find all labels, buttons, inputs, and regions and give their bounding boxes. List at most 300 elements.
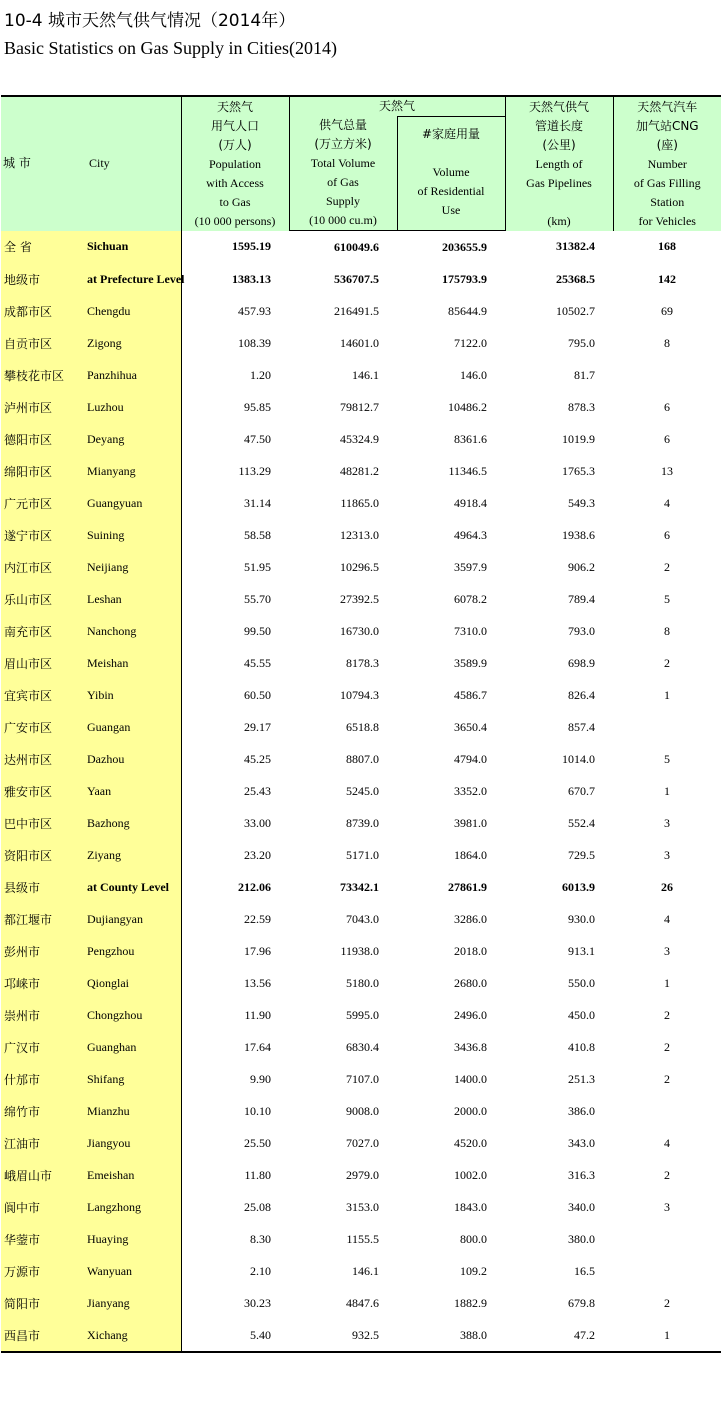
row-name-cn: 成都市区 [1, 295, 81, 327]
cell-total-supply: 8807.0 [346, 751, 379, 766]
row-name-en: Xichang [81, 1319, 181, 1352]
table-row [1, 967, 721, 999]
header-cng-stations [613, 96, 721, 231]
table-row [1, 1063, 721, 1095]
table-row [1, 263, 721, 295]
row-name-cn: 泸州市区 [1, 391, 81, 423]
row-name-en: Shifang [81, 1063, 181, 1095]
row-name-cn: 广元市区 [1, 487, 81, 519]
cell-residential-use: 1400.0 [454, 1071, 488, 1086]
header-pipeline-length [505, 96, 613, 231]
cell-population: 11.80 [244, 1167, 271, 1182]
cell-total-supply: 146.1 [352, 367, 379, 382]
cell-total-supply: 14601.0 [340, 335, 379, 350]
cell-total-supply: 932.5 [289, 1319, 397, 1352]
cell-residential-use: 146.0 [460, 367, 488, 382]
row-name-cn: 遂宁市区 [1, 519, 81, 551]
cell-pipeline-length: 550.0 [568, 975, 596, 990]
cell-cng-stations: 2 [664, 1167, 671, 1182]
cell-residential-use: 4918.4 [454, 495, 488, 510]
row-name-en: Guangyuan [81, 487, 181, 519]
cell-cng-stations: 8 [664, 335, 671, 350]
cell-pipeline-length: 906.2 [568, 559, 596, 574]
cell-cng-stations: 142 [658, 271, 677, 286]
cell-residential-use: 3436.8 [454, 1039, 488, 1054]
cell-population: 55.70 [244, 591, 271, 606]
cell-total-supply: 216491.5 [334, 303, 379, 318]
table-row [1, 327, 721, 359]
cell-population: 1.20 [250, 367, 271, 382]
table-row [1, 455, 721, 487]
table-row [1, 935, 721, 967]
table-row [1, 1287, 721, 1319]
header-line: 管道长度 [535, 118, 584, 133]
cell-residential-use: 3286.0 [454, 911, 488, 926]
table-row [1, 391, 721, 423]
cell-residential-use: 1002.0 [454, 1167, 488, 1182]
header-line: (公里) [542, 137, 576, 152]
cell-population: 33.00 [244, 815, 271, 830]
header-line: 天然气 [216, 99, 253, 114]
header-line: (10 000 persons) [194, 213, 276, 228]
cell-residential-use: 3352.0 [454, 783, 488, 798]
table-row [1, 679, 721, 711]
cell-pipeline-length: 380.0 [568, 1231, 596, 1246]
row-name-en: Yibin [81, 679, 181, 711]
cell-residential-use: 175793.9 [442, 271, 488, 286]
cell-pipeline-length: 251.3 [568, 1071, 596, 1086]
cell-residential-use: 8361.6 [454, 431, 488, 446]
cell-residential-use: 203655.9 [442, 239, 488, 254]
table-row [1, 583, 721, 615]
cell-population: 1595.19 [232, 239, 271, 254]
cell-residential-use: 4794.0 [454, 751, 488, 766]
table-title-chinese: 10-4 城市天然气供气情况（2014年） [4, 11, 296, 31]
row-name-cn: 什邡市 [1, 1063, 81, 1095]
cell-cng-stations: 4 [664, 1135, 671, 1150]
cell-population: 8.30 [250, 1231, 271, 1246]
header-residential-use [397, 116, 505, 231]
header-city-cn: 城 市 [1, 96, 81, 231]
header-line: for Vehicles [638, 213, 696, 228]
row-name-en: Zigong [81, 327, 181, 359]
cell-pipeline-length: 826.4 [568, 687, 596, 702]
cell-population: 17.96 [244, 943, 271, 958]
row-name-cn: 峨眉山市 [1, 1159, 81, 1191]
table-row [1, 1095, 721, 1127]
table-row [1, 1223, 721, 1255]
cell-residential-use: 3589.9 [454, 655, 488, 670]
row-name-en: at Prefecture Level [81, 263, 181, 295]
row-name-cn: 崇州市 [1, 999, 81, 1031]
cell-cng-stations: 26 [661, 879, 674, 894]
cell-residential-use: 2000.0 [454, 1103, 488, 1118]
cell-total-supply: 11865.0 [340, 495, 379, 510]
cell-residential-use: 4520.0 [454, 1135, 488, 1150]
cell-population: 45.55 [244, 655, 271, 670]
header-line: (座) [656, 137, 678, 152]
table-row [1, 1255, 721, 1287]
cell-residential-use: 3650.4 [454, 719, 488, 734]
row-name-en: Jianyang [81, 1287, 181, 1319]
header-line: #家庭用量 [421, 126, 481, 141]
cell-pipeline-length: 1938.6 [562, 527, 596, 542]
header-line: to Gas [219, 194, 251, 209]
table-row [1, 647, 721, 679]
cell-cng-stations: 3 [664, 847, 671, 862]
cell-total-supply: 5180.0 [346, 975, 379, 990]
row-name-cn: 地级市 [1, 263, 81, 295]
table-row [1, 711, 721, 743]
cell-pipeline-length: 1765.3 [562, 463, 596, 478]
cell-population: 108.39 [238, 335, 271, 350]
cell-pipeline-length: 343.0 [568, 1135, 596, 1150]
row-name-en: Guangan [81, 711, 181, 743]
cell-total-supply: 7107.0 [346, 1071, 379, 1086]
row-name-en: Qionglai [81, 967, 181, 999]
cell-pipeline-length: 1019.9 [562, 431, 596, 446]
row-name-en: Sichuan [81, 231, 181, 264]
cell-cng-stations: 13 [661, 463, 674, 478]
cell-population: 113.29 [238, 463, 271, 478]
row-name-cn: 达州市区 [1, 743, 81, 775]
row-name-en: Langzhong [81, 1191, 181, 1223]
cell-total-supply: 7027.0 [346, 1135, 379, 1150]
cell-cng-stations: 8 [664, 623, 671, 638]
cell-total-supply: 5995.0 [346, 1007, 379, 1022]
cell-cng-stations: 69 [661, 303, 674, 318]
cell-population: 99.50 [244, 623, 271, 638]
cell-pipeline-length: 450.0 [568, 1007, 596, 1022]
cell-pipeline-length: 670.7 [568, 783, 596, 798]
cell-pipeline-length: 47.2 [505, 1319, 613, 1352]
cell-cng-stations [613, 1255, 721, 1287]
cell-total-supply: 5245.0 [346, 783, 379, 798]
table-row [1, 999, 721, 1031]
header-line: Supply [325, 194, 360, 208]
cell-total-supply: 8739.0 [346, 815, 379, 830]
cell-total-supply: 9008.0 [346, 1103, 379, 1118]
cell-population: 47.50 [244, 431, 271, 446]
row-name-en: at County Level [81, 871, 181, 903]
cell-cng-stations: 2 [664, 559, 671, 574]
cell-residential-use: 85644.9 [448, 303, 488, 318]
header-line: Use [441, 202, 461, 217]
cell-cng-stations: 1 [664, 687, 671, 702]
row-name-cn: 资阳市区 [1, 839, 81, 871]
table-row [1, 1191, 721, 1223]
cell-residential-use: 27861.9 [448, 879, 488, 894]
table-row [1, 1159, 721, 1191]
header-line: 天然气汽车 [637, 99, 698, 114]
cell-cng-stations: 6 [664, 527, 671, 542]
table-row [1, 487, 721, 519]
row-name-cn: 彭州市 [1, 935, 81, 967]
gas-supply-table [1, 95, 721, 1353]
cell-total-supply: 146.1 [352, 1263, 379, 1278]
header-supply-group: 天然气 [289, 96, 505, 116]
cell-pipeline-length: 6013.9 [562, 879, 596, 894]
cell-residential-use: 388.0 [397, 1319, 505, 1352]
cell-pipeline-length: 31382.4 [556, 239, 596, 254]
row-name-en: Guanghan [81, 1031, 181, 1063]
cell-pipeline-length: 789.4 [568, 591, 596, 606]
cell-residential-use: 10486.2 [448, 399, 488, 414]
row-name-en: Meishan [81, 647, 181, 679]
header-line: 用气人口 [210, 118, 259, 133]
row-name-en: Suining [81, 519, 181, 551]
row-name-en: Nanchong [81, 615, 181, 647]
row-name-en: Bazhong [81, 807, 181, 839]
cell-cng-stations: 4 [664, 495, 671, 510]
cell-population: 23.20 [244, 847, 271, 862]
table-row [1, 231, 721, 264]
header-line: with Access [206, 175, 264, 190]
cell-pipeline-length: 340.0 [568, 1199, 596, 1214]
table-row [1, 839, 721, 871]
cell-total-supply: 1155.5 [346, 1231, 379, 1246]
row-name-cn: 绵阳市区 [1, 455, 81, 487]
row-name-en: Chengdu [81, 295, 181, 327]
cell-population: 29.17 [244, 719, 271, 734]
row-name-cn: 宜宾市区 [1, 679, 81, 711]
cell-residential-use: 3981.0 [454, 815, 488, 830]
cell-population: 51.95 [244, 559, 271, 574]
cell-pipeline-length: 793.0 [568, 623, 596, 638]
cell-population: 2.10 [250, 1263, 271, 1278]
table-row [1, 775, 721, 807]
cell-total-supply: 73342.1 [340, 879, 379, 894]
cell-pipeline-length: 10502.7 [556, 303, 596, 318]
cell-total-supply: 45324.9 [340, 431, 379, 446]
row-name-en: Panzhihua [81, 359, 181, 391]
header-line [506, 193, 613, 212]
cell-cng-stations: 6 [664, 431, 671, 446]
cell-pipeline-length: 729.5 [568, 847, 596, 862]
cell-cng-stations: 3 [664, 943, 671, 958]
cell-cng-stations: 1 [664, 783, 671, 798]
table-row [1, 359, 721, 391]
cell-population: 212.06 [238, 879, 271, 894]
table-row [1, 1319, 721, 1352]
cell-population: 31.14 [244, 495, 271, 510]
cell-pipeline-length: 410.8 [568, 1039, 596, 1054]
cell-population: 11.90 [244, 1007, 271, 1022]
header-line: (10 000 cu.m) [309, 213, 377, 227]
table-title-english: Basic Statistics on Gas Supply in Cities(2014) [4, 38, 337, 58]
header-line: of Residential [417, 183, 485, 198]
row-name-cn: 广汉市 [1, 1031, 81, 1063]
row-name-cn: 华蓥市 [1, 1223, 81, 1255]
cell-residential-use: 1882.9 [454, 1295, 488, 1310]
cell-residential-use: 4964.3 [454, 527, 488, 542]
cell-pipeline-length: 930.0 [568, 911, 596, 926]
cell-population: 1383.13 [232, 271, 271, 286]
header-line: 加气站CNG [635, 118, 699, 133]
cell-residential-use: 109.2 [460, 1263, 488, 1278]
cell-residential-use: 1843.0 [454, 1199, 488, 1214]
cell-population: 17.64 [244, 1039, 271, 1054]
row-name-cn: 乐山市区 [1, 583, 81, 615]
row-name-en: Huaying [81, 1223, 181, 1255]
cell-residential-use: 6078.2 [454, 591, 488, 606]
cell-residential-use: 800.0 [460, 1231, 488, 1246]
row-name-cn: 县级市 [1, 871, 81, 903]
cell-total-supply: 7043.0 [346, 911, 379, 926]
cell-total-supply: 8178.3 [346, 655, 379, 670]
cell-population: 95.85 [244, 399, 271, 414]
cell-pipeline-length: 16.5 [574, 1263, 596, 1278]
cell-total-supply: 11938.0 [340, 943, 379, 958]
header-line [398, 144, 505, 163]
cell-cng-stations: 2 [664, 1071, 671, 1086]
cell-pipeline-length: 857.4 [568, 719, 596, 734]
header-line: 供气总量 [318, 118, 367, 132]
header-line: Station [650, 194, 685, 209]
cell-total-supply: 79812.7 [340, 399, 379, 414]
cell-total-supply: 27392.5 [340, 591, 379, 606]
cell-pipeline-length: 679.8 [568, 1295, 596, 1310]
header-line: (万人) [218, 137, 252, 152]
cell-cng-stations: 6 [664, 399, 671, 414]
cell-cng-stations [613, 711, 721, 743]
row-name-cn: 简阳市 [1, 1287, 81, 1319]
cell-total-supply: 10296.5 [340, 559, 379, 574]
row-name-en: Dazhou [81, 743, 181, 775]
cell-population: 25.08 [244, 1199, 271, 1214]
row-name-cn: 都江堰市 [1, 903, 81, 935]
table-row [1, 295, 721, 327]
cell-total-supply: 16730.0 [340, 623, 379, 638]
cell-pipeline-length: 25368.5 [556, 271, 596, 286]
cell-cng-stations: 2 [664, 1039, 671, 1054]
cell-population: 22.59 [244, 911, 271, 926]
row-name-cn: 内江市区 [1, 551, 81, 583]
header-total-supply [289, 116, 397, 231]
cell-population: 5.40 [181, 1319, 289, 1352]
header-line: of Gas [327, 175, 359, 189]
cell-residential-use: 7310.0 [454, 623, 488, 638]
row-name-en: Deyang [81, 423, 181, 455]
cell-total-supply: 48281.2 [340, 463, 379, 478]
cell-population: 9.90 [250, 1071, 271, 1086]
header-line: of Gas Filling [633, 175, 701, 190]
row-name-en: Pengzhou [81, 935, 181, 967]
row-name-en: Chongzhou [81, 999, 181, 1031]
table-row [1, 519, 721, 551]
cell-pipeline-length: 81.7 [574, 367, 596, 382]
cell-cng-stations: 5 [664, 751, 671, 766]
cell-residential-use: 2496.0 [454, 1007, 488, 1022]
cell-pipeline-length: 698.9 [568, 655, 596, 670]
row-name-en: Ziyang [81, 839, 181, 871]
cell-pipeline-length: 795.0 [568, 335, 596, 350]
table-row [1, 743, 721, 775]
row-name-cn: 巴中市区 [1, 807, 81, 839]
cell-pipeline-length: 878.3 [568, 399, 596, 414]
cell-total-supply: 2979.0 [346, 1167, 379, 1182]
cell-cng-stations [613, 359, 721, 391]
cell-residential-use: 4586.7 [454, 687, 488, 702]
table-body [1, 231, 721, 1353]
header-line: Volume [432, 164, 470, 179]
cell-residential-use: 1864.0 [454, 847, 488, 862]
cell-cng-stations: 3 [664, 1199, 671, 1214]
row-name-en: Jiangyou [81, 1127, 181, 1159]
header-population [181, 96, 289, 231]
row-name-cn: 绵竹市 [1, 1095, 81, 1127]
table-row [1, 1127, 721, 1159]
cell-total-supply: 6830.4 [346, 1039, 379, 1054]
cell-total-supply: 5171.0 [346, 847, 379, 862]
row-name-cn: 阆中市 [1, 1191, 81, 1223]
cell-cng-stations: 3 [664, 815, 671, 830]
row-name-cn: 德阳市区 [1, 423, 81, 455]
header-line: (万立方米) [314, 137, 372, 151]
header-line: Total Volume [310, 156, 376, 170]
table-row [1, 1031, 721, 1063]
row-name-cn: 眉山市区 [1, 647, 81, 679]
cell-total-supply: 536707.5 [334, 271, 379, 286]
cell-pipeline-length: 1014.0 [562, 751, 596, 766]
header-line: Gas Pipelines [526, 175, 592, 190]
header-line: Population [208, 156, 261, 171]
cell-pipeline-length: 913.1 [568, 943, 596, 958]
cell-population: 10.10 [244, 1103, 271, 1118]
cell-cng-stations [613, 1223, 721, 1255]
header-line: (km) [547, 213, 571, 228]
cell-population: 58.58 [244, 527, 271, 542]
cell-total-supply: 3153.0 [346, 1199, 379, 1214]
row-name-cn: 全 省 [1, 231, 81, 264]
row-name-cn: 江油市 [1, 1127, 81, 1159]
row-name-en: Leshan [81, 583, 181, 615]
cell-cng-stations: 2 [664, 1295, 671, 1310]
cell-cng-stations: 2 [664, 1007, 671, 1022]
cell-population: 30.23 [244, 1295, 271, 1310]
header-line: Length of [535, 156, 583, 171]
cell-total-supply: 10794.3 [340, 687, 379, 702]
cell-pipeline-length: 552.4 [568, 815, 596, 830]
table-row [1, 903, 721, 935]
row-name-en: Wanyuan [81, 1255, 181, 1287]
row-name-cn: 广安市区 [1, 711, 81, 743]
cell-cng-stations: 5 [664, 591, 671, 606]
row-name-en: Emeishan [81, 1159, 181, 1191]
table-row [1, 807, 721, 839]
cell-residential-use: 2680.0 [454, 975, 488, 990]
cell-cng-stations: 2 [664, 655, 671, 670]
row-name-en: Mianzhu [81, 1095, 181, 1127]
table-row [1, 551, 721, 583]
cell-pipeline-length: 386.0 [568, 1103, 596, 1118]
header-line: 天然气供气 [529, 99, 590, 114]
cell-cng-stations: 1 [664, 975, 671, 990]
cell-total-supply: 610049.6 [334, 239, 379, 254]
cell-cng-stations: 168 [658, 239, 677, 254]
row-name-cn: 攀枝花市区 [1, 359, 81, 391]
table-row [1, 615, 721, 647]
cell-population: 25.50 [244, 1135, 271, 1150]
cell-population: 25.43 [244, 783, 271, 798]
header-line: Number [647, 156, 687, 171]
cell-cng-stations: 4 [664, 911, 671, 926]
row-name-en: Dujiangyan [81, 903, 181, 935]
cell-population: 45.25 [244, 751, 271, 766]
cell-population: 60.50 [244, 687, 271, 702]
row-name-cn: 雅安市区 [1, 775, 81, 807]
row-name-en: Yaan [81, 775, 181, 807]
